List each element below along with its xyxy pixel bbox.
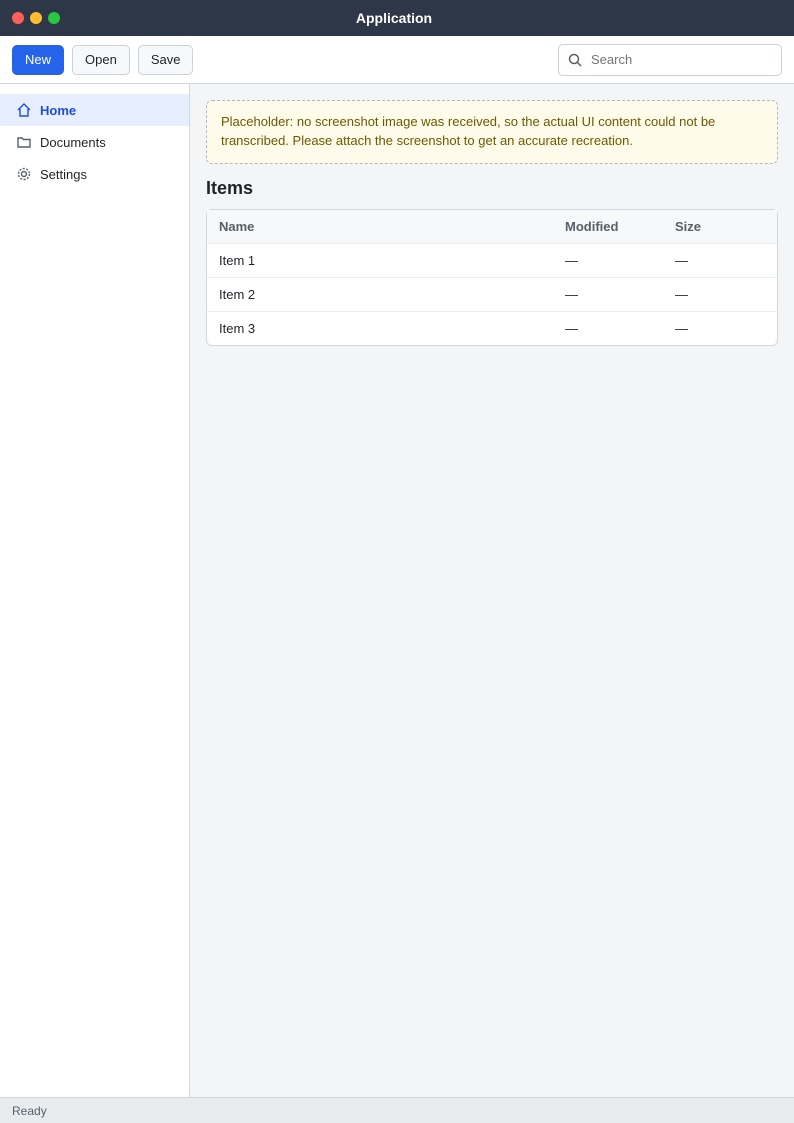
item-name: Item 3: [219, 320, 256, 336]
item-size: —: [675, 252, 688, 268]
sidebar-item-home[interactable]: [0, 94, 189, 126]
window-title: Application: [355, 10, 433, 26]
sidebar: [0, 84, 190, 1097]
column-header-modified[interactable]: Modified: [565, 218, 619, 234]
window-controls: [12, 12, 60, 24]
minimize-window-button[interactable]: [30, 12, 42, 24]
item-list: [206, 209, 778, 346]
sidebar-item-settings[interactable]: [0, 158, 189, 190]
column-header-size[interactable]: Size: [675, 218, 702, 234]
list-item[interactable]: [207, 312, 777, 345]
home-icon: [16, 102, 32, 118]
folder-icon: [16, 134, 32, 150]
item-modified: —: [565, 286, 578, 302]
toolbar: [0, 36, 794, 84]
new-button[interactable]: New: [12, 45, 64, 75]
status-text: Ready: [12, 1103, 47, 1118]
search-input[interactable]: [589, 51, 773, 68]
search-icon: [567, 52, 583, 68]
item-size: —: [675, 286, 688, 302]
sidebar-item-label: Documents: [40, 134, 106, 150]
list-header: [207, 210, 777, 244]
close-window-button[interactable]: [12, 12, 24, 24]
gear-icon: [16, 166, 32, 182]
title-bar: [0, 0, 794, 36]
column-header-name[interactable]: Name: [219, 218, 255, 234]
item-name: Item 2: [219, 286, 256, 302]
sidebar-item-label: Settings: [40, 166, 87, 182]
list-item[interactable]: [207, 278, 777, 312]
open-button[interactable]: Open: [72, 45, 130, 75]
maximize-window-button[interactable]: [48, 12, 60, 24]
main-panel: [190, 84, 794, 1097]
missing-image-notice: Placeholder: no screenshot image was received, so the actual UI content could not be transcribed. Please attach the screenshot to get an accurate recreation.: [206, 100, 778, 164]
list-item[interactable]: [207, 244, 777, 278]
page-title: Items: [206, 177, 254, 198]
item-size: —: [675, 320, 688, 336]
search-box[interactable]: [558, 44, 782, 76]
sidebar-item-label: Home: [40, 102, 77, 118]
status-bar: [0, 1097, 794, 1123]
save-button[interactable]: Save: [138, 45, 194, 75]
sidebar-item-documents[interactable]: [0, 126, 189, 158]
item-modified: —: [565, 252, 578, 268]
content-area: [0, 84, 794, 1097]
item-modified: —: [565, 320, 578, 336]
item-name: Item 1: [219, 252, 256, 268]
